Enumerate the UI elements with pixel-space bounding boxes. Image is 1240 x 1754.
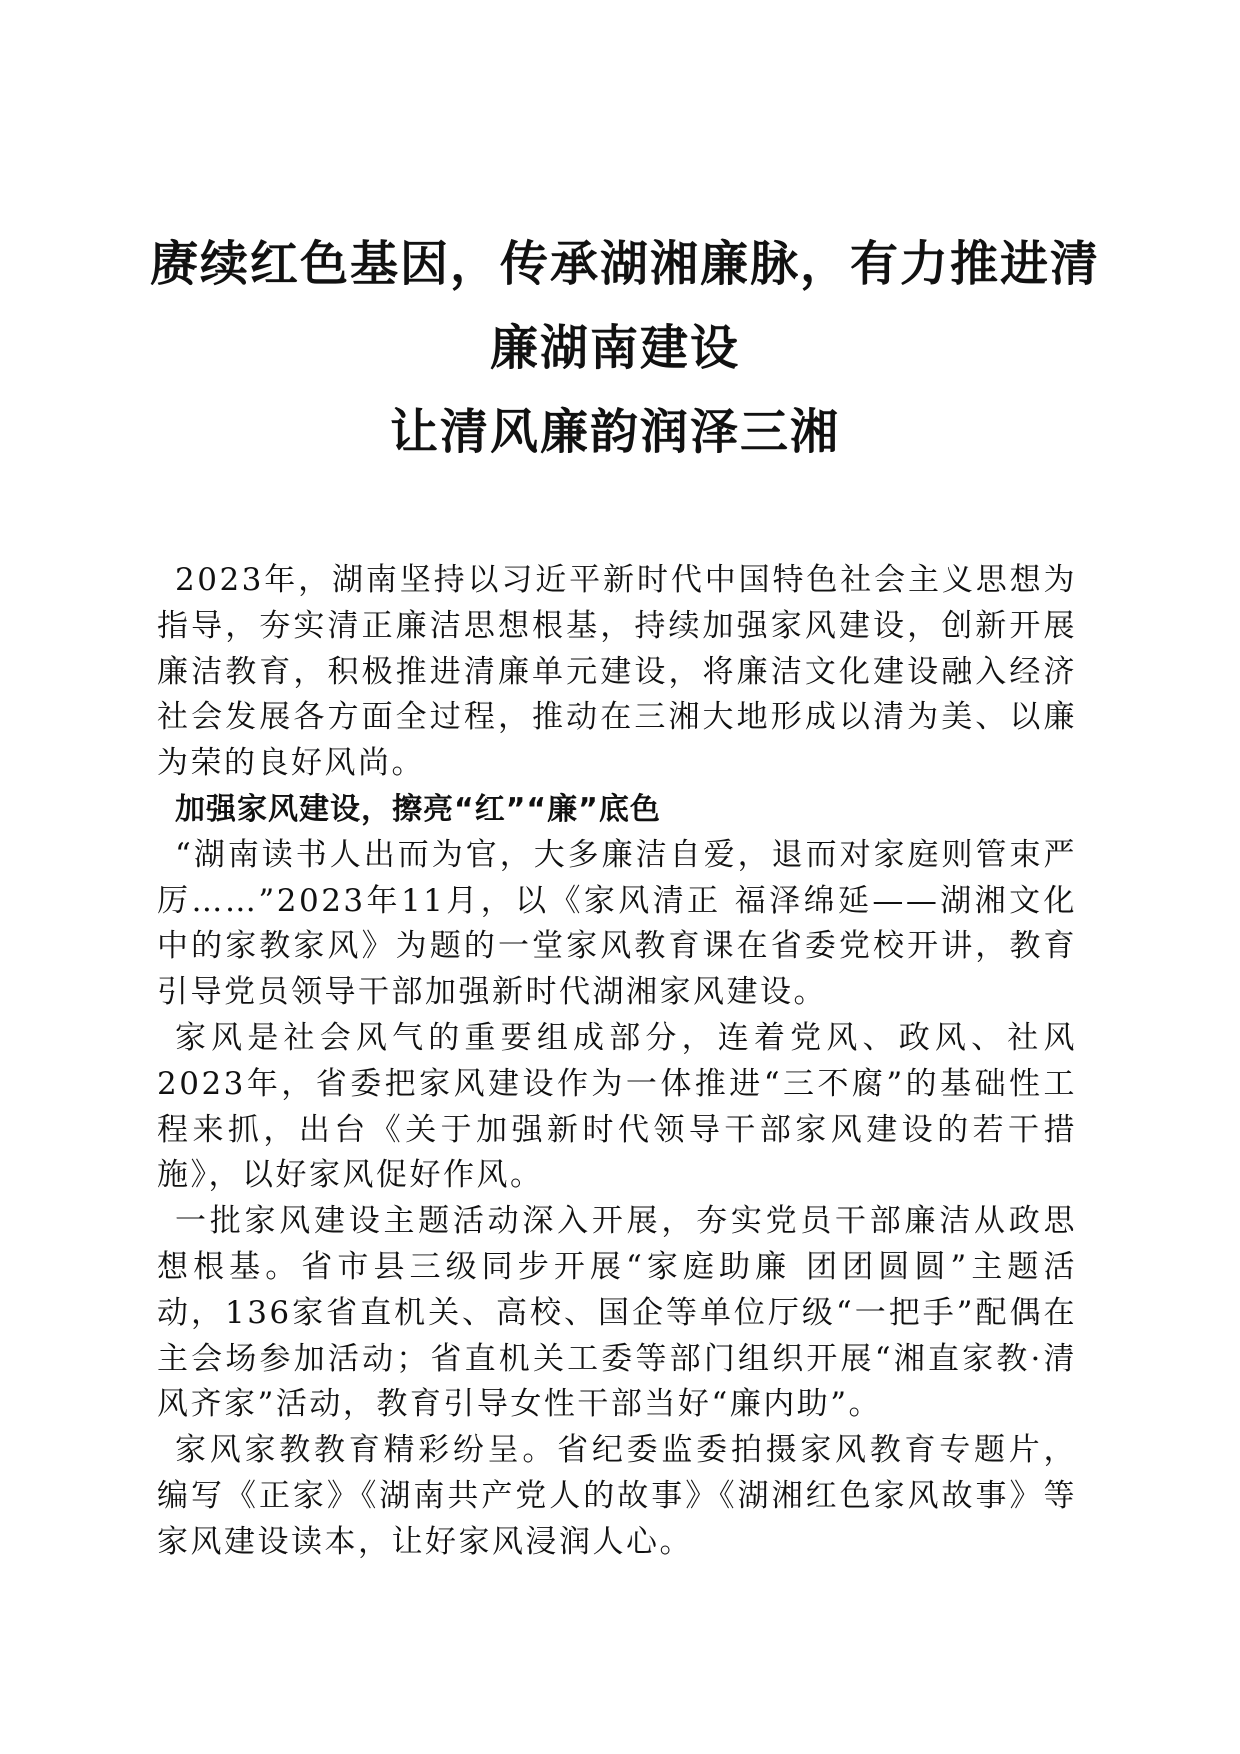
title-line-2: 廉湖南建设 <box>489 320 740 376</box>
body-paragraph-1: “湖南读书人出而为官，大多廉洁自爱，退而对家庭则管束严厉……”2023年11月，以《家风清正 福泽绵延——湖湘文化中的家教家风》为题的一堂家风教育课在省委党校开讲，教育引导党员领导干部加强新时代湖湘家风建设。 <box>157 836 1077 1011</box>
body-paragraph-3: 一批家风建设主题活动深入开展，夯实党员干部廉洁从政思想根基。省市县三级同步开展“家庭助廉 团团圆圆”主题活动，136家省直机关、高校、国企等单位厅级“一把手”配偶在主会场参加活动；省直机关工委等部门组织开展“湘直家教·清风齐家”活动，教育引导女性干部当好“廉内助”。 <box>157 1203 1077 1423</box>
document-body <box>157 558 1077 1566</box>
subtitle-line: 让清风廉韵润泽三湘 <box>389 404 840 460</box>
intro-paragraph: 2023年，湖南坚持以习近平新时代中国特色社会主义思想为指导，夯实清正廉洁思想根基，持续加强家风建设，创新开展廉洁教育，积极推进清廉单元建设，将廉洁文化建设融入经济社会发展各方面全过程，推动在三湘大地形成以清为美、以廉为荣的良好风尚。 <box>157 562 1077 782</box>
title-line-1: 赓续红色基因，传承湖湘廉脉，有力推进清 <box>150 236 1101 292</box>
body-paragraph-4: 家风家教教育精彩纷呈。省纪委监委拍摄家风教育专题片，编写《正家》《湖南共产党人的故事》《湖湘红色家风故事》等家风建设读本，让好家风浸润人心。 <box>157 1432 1077 1560</box>
section-heading: 加强家风建设，擦亮“红”“廉”底色 <box>175 791 661 827</box>
document-title <box>150 222 1101 474</box>
body-paragraph-2: 家风是社会风气的重要组成部分，连着党风、政风、社风2023年，省委把家风建设作为一体推进“三不腐”的基础性工程来抓，出台《关于加强新时代领导干部家风建设的若干措施》，以好家风促好作风。 <box>157 1019 1077 1194</box>
